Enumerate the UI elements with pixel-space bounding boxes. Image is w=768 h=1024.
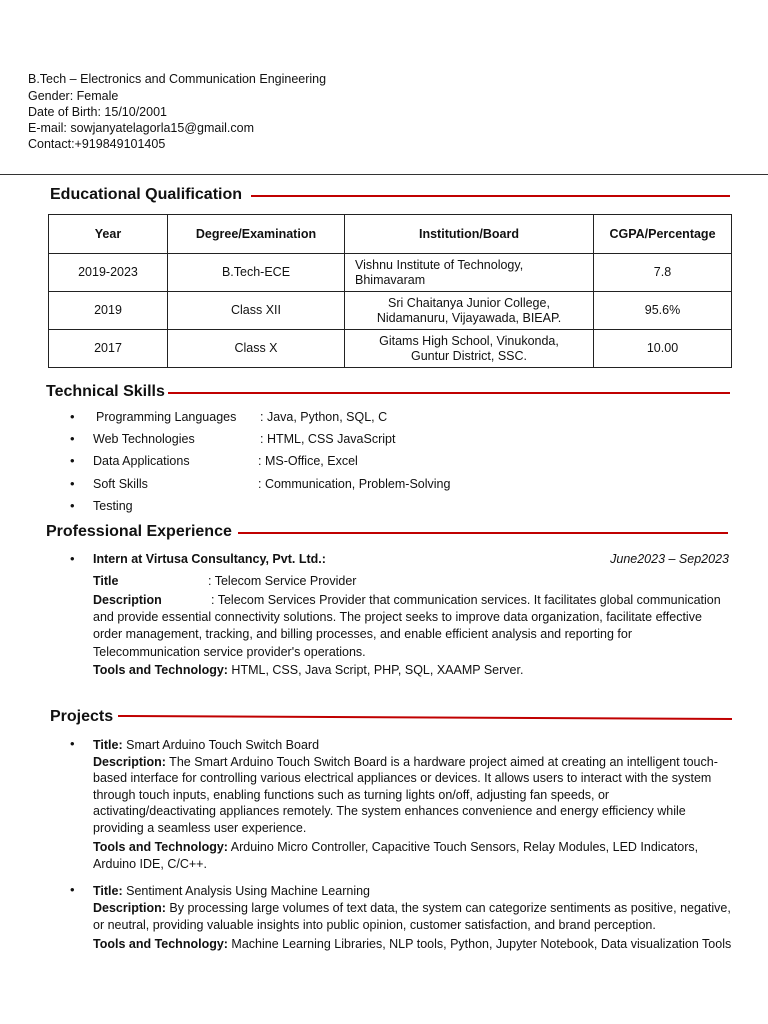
bullet-icon: • <box>70 453 75 468</box>
experience-tools <box>93 662 523 679</box>
section-rule-education <box>251 195 730 197</box>
experience-dates: June2023 – Sep2023 <box>610 552 729 566</box>
project-title <box>93 883 370 900</box>
table-cell-institution <box>345 292 594 330</box>
section-rule-experience <box>238 532 728 534</box>
project-desc-text: The Smart Arduino Touch Switch Board is a hardware project aimed at creating an intelligent touch- <box>165 755 718 769</box>
project-tools-line: Arduino IDE, C/C++. <box>93 857 207 871</box>
experience-desc-line: order management, tracking, and billing processes, and enable efficient analysis and reporting for <box>93 627 632 641</box>
table-cell-year: 2019-2023 <box>49 254 168 292</box>
section-title-education: Educational Qualification <box>50 186 243 203</box>
institution-line: Gitams High School, Vinukonda, <box>379 333 559 348</box>
gender-line: Gender: Female <box>28 89 119 103</box>
table-cell-degree: Class X <box>168 330 345 368</box>
project-desc-label: Description: <box>93 901 166 915</box>
project-tools-text: Arduino Micro Controller, Capacitive Touch Sensors, Relay Modules, LED Indicators, <box>227 840 699 854</box>
skill-label: Data Applications <box>93 454 190 468</box>
table-cell-score: 7.8 <box>594 254 732 292</box>
project-tools-label: Tools and Technology: <box>93 937 228 951</box>
table-cell-degree: Class XII <box>168 292 345 330</box>
section-title-projects: Projects <box>50 708 114 725</box>
table-cell-institution <box>345 330 594 368</box>
skill-label: Testing <box>93 499 133 513</box>
project-desc-line: providing a seamless user experience. <box>93 821 307 835</box>
project-title-label: Title: <box>93 738 123 752</box>
skill-label: Programming Languages <box>96 410 237 424</box>
project-tools-line <box>93 936 731 953</box>
section-title-skills: Technical Skills <box>46 383 165 400</box>
email-line: E-mail: sowjanyatelagorla15@gmail.com <box>28 121 254 135</box>
table-cell-year: 2017 <box>49 330 168 368</box>
table-header-row <box>49 215 732 254</box>
experience-desc-line: : Telecom Services Provider that communication services. It facilitates global communication <box>211 593 721 607</box>
table-cell-degree: B.Tech-ECE <box>168 254 345 292</box>
bullet-icon: • <box>70 476 75 491</box>
section-rule-line <box>118 716 732 719</box>
contact-line: Contact:+919849101405 <box>28 137 166 151</box>
experience-tools-label: Tools and Technology: <box>93 663 228 677</box>
experience-title-value: : Telecom Service Provider <box>208 574 357 588</box>
table-row <box>49 330 732 368</box>
bullet-icon: • <box>70 431 75 446</box>
experience-role: Intern at Virtusa Consultancy, Pvt. Ltd.: <box>93 552 326 566</box>
institution-line: Guntur District, SSC. <box>411 348 527 363</box>
experience-desc-line: and provide essential connectivity solutions. The project seeks to improve data organization, facilitate effective <box>93 610 702 624</box>
table-row <box>49 292 732 330</box>
table-cell-score: 10.00 <box>594 330 732 368</box>
experience-desc-line: Telecommunication service provider's operations. <box>93 645 366 659</box>
institution-line: Sri Chaitanya Junior College, <box>388 295 550 310</box>
project-title-value: Sentiment Analysis Using Machine Learning <box>122 884 370 898</box>
project-desc-text: By processing large volumes of text data, the system can categorize sentiments as positive, negative, <box>165 901 731 915</box>
project-desc-line: through touch inputs, enabling functions such as turning lights on/off, adjusting fan speeds, or <box>93 788 610 802</box>
project-desc-label: Description: <box>93 755 166 769</box>
section-rule-projects <box>116 712 734 722</box>
institution-line: Nidamanuru, Vijayawada, BIEAP. <box>376 310 562 325</box>
table-header-cell: CGPA/Percentage <box>594 215 732 254</box>
table-header-cell: Institution/Board <box>345 215 594 254</box>
skill-value: : MS-Office, Excel <box>258 454 358 468</box>
section-rule-skills <box>168 392 730 394</box>
skill-value: : HTML, CSS JavaScript <box>260 432 396 446</box>
education-table <box>48 214 732 368</box>
skill-label: Web Technologies <box>93 432 195 446</box>
project-title-value: Smart Arduino Touch Switch Board <box>122 738 320 752</box>
table-cell-institution <box>345 254 594 292</box>
skill-value: : Java, Python, SQL, C <box>260 410 388 424</box>
project-desc-line: based interface for controlling various electrical appliances or devices. It allows users to interact with the system <box>93 771 712 785</box>
bullet-icon: • <box>70 498 75 513</box>
experience-tools-value: HTML, CSS, Java Script, PHP, SQL, XAAMP Server. <box>227 663 524 677</box>
degree-line: B.Tech – Electronics and Communication Engineering <box>28 72 327 86</box>
section-title-experience: Professional Experience <box>46 523 232 540</box>
project-title-label: Title: <box>93 884 123 898</box>
header-divider <box>0 174 768 175</box>
bullet-icon: • <box>70 551 75 566</box>
bullet-icon: • <box>70 736 75 751</box>
dob-line: Date of Birth: 15/10/2001 <box>28 105 167 119</box>
bullet-icon: • <box>70 409 75 424</box>
project-desc-line: activating/deactivating appliances remotely. The system enhances convenience and energy efficiency while <box>93 804 686 818</box>
table-cell-score: 95.6% <box>594 292 732 330</box>
institution-line: Vishnu Institute of Technology, <box>355 257 524 272</box>
table-header-cell: Year <box>49 215 168 254</box>
experience-title-label: Title <box>93 574 119 588</box>
table-row <box>49 254 732 292</box>
experience-desc-label: Description <box>93 593 162 607</box>
table-cell-year: 2019 <box>49 292 168 330</box>
project-title <box>93 737 319 754</box>
institution-line: Bhimavaram <box>355 272 426 287</box>
project-tools-text: Machine Learning Libraries, NLP tools, Python, Jupyter Notebook, Data visualization Tools <box>227 937 732 951</box>
project-desc-line <box>93 754 718 771</box>
skill-label: Soft Skills <box>93 477 148 491</box>
project-desc-line: or neutral, providing valuable insights into public opinion, customer satisfaction, and brand perception. <box>93 918 656 932</box>
table-header-cell: Degree/Examination <box>168 215 345 254</box>
project-desc-line <box>93 900 731 917</box>
project-tools-label: Tools and Technology: <box>93 840 228 854</box>
skill-value: : Communication, Problem-Solving <box>258 477 451 491</box>
project-tools-line <box>93 839 698 856</box>
bullet-icon: • <box>70 882 75 897</box>
